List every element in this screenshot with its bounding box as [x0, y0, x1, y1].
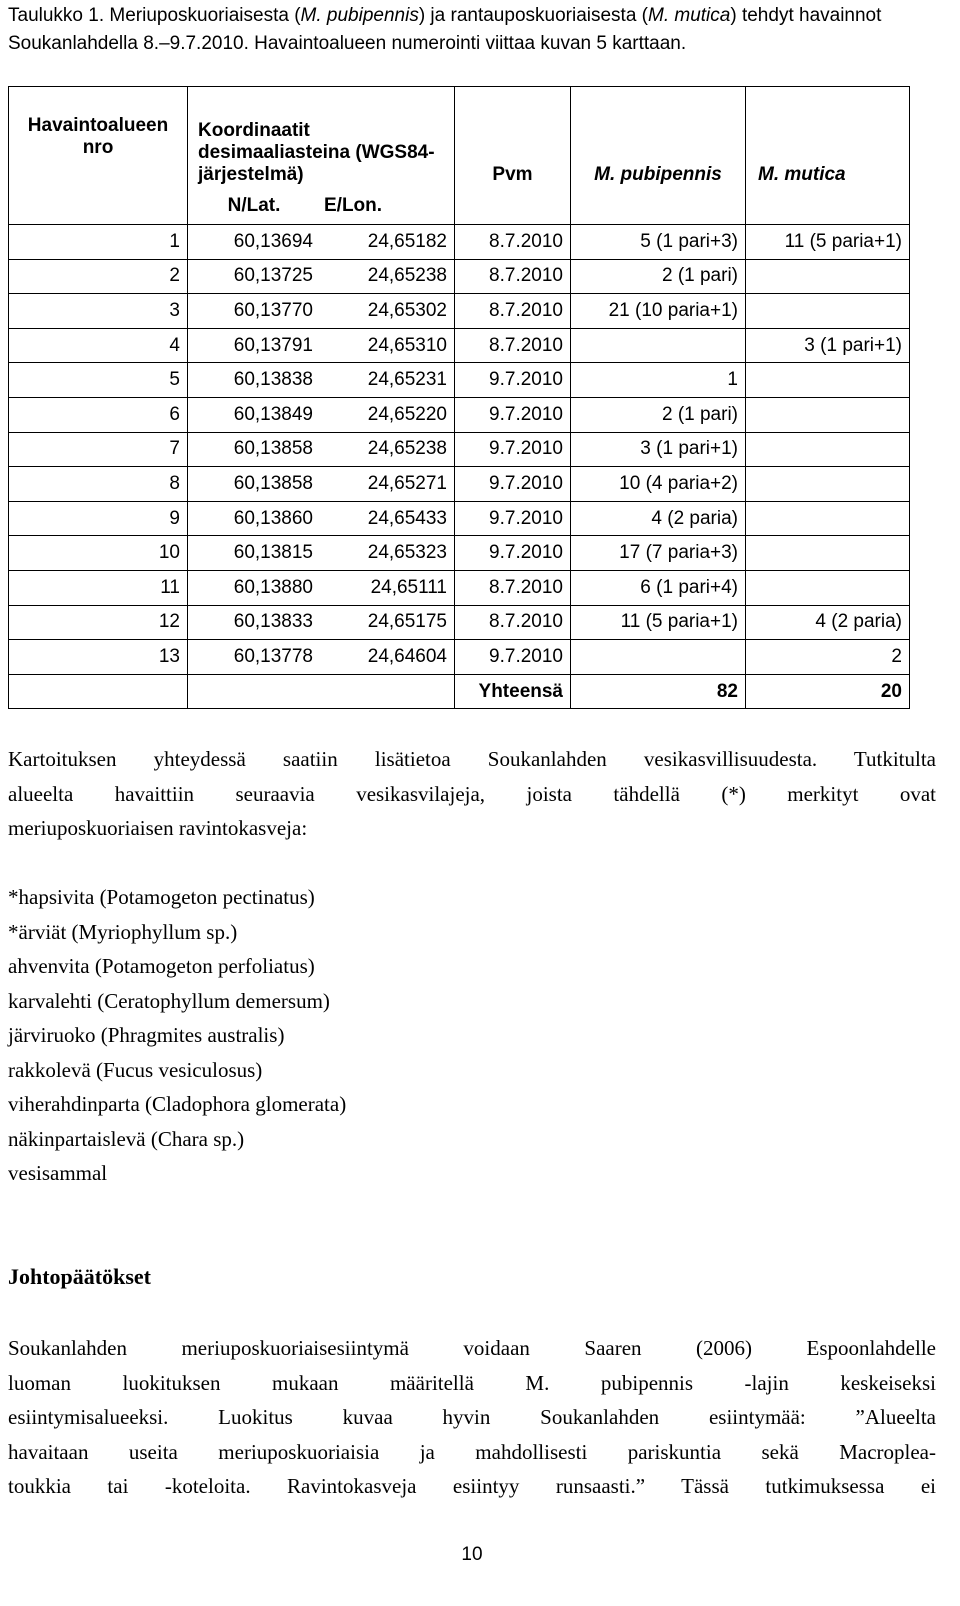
cell-date: 9.7.2010 [455, 501, 571, 536]
paragraph-intro [8, 742, 936, 846]
cell-area-number: 5 [9, 363, 188, 398]
paragraph-line: toukkia tai -koteloita. Ravintokasveja esiintyy runsaasti.” Tässä tutkimuksessa ei [8, 1474, 936, 1498]
cell-area-number: 4 [9, 328, 188, 363]
cell-lat: 60,13815 [188, 536, 321, 571]
cell-lon: 24,65238 [320, 432, 455, 467]
cell-pubipennis: 11 (5 paria+1) [571, 605, 746, 640]
cell-area-number: 1 [9, 225, 188, 260]
cell-mutica [746, 397, 910, 432]
cell-lat: 60,13694 [188, 225, 321, 260]
cell-pubipennis: 21 (10 paria+1) [571, 294, 746, 329]
caption-part-1: Taulukko 1. Meriuposkuoriaisesta ( [8, 5, 301, 26]
cell-area-number: 10 [9, 536, 188, 571]
cell-lon: 24,65220 [320, 397, 455, 432]
cell-mutica: 11 (5 paria+1) [746, 225, 910, 260]
cell-mutica [746, 432, 910, 467]
cell-lon: 24,65271 [320, 467, 455, 502]
cell-area-number: 11 [9, 570, 188, 605]
cell-pubipennis [571, 328, 746, 363]
cell-lat: 60,13725 [188, 259, 321, 294]
header-pubipennis: M. pubipennis [571, 87, 746, 189]
table-row [9, 397, 910, 432]
paragraph-line: luoman luokituksen mukaan määritellä M. pubipennis -lajin keskeiseksi [8, 1370, 936, 1395]
cell-pubipennis: 10 (4 paria+2) [571, 467, 746, 502]
paragraph-line: alueelta havaittiin seuraavia vesikasvilajeja, joista tähdellä (*) merkityt ovat [8, 781, 936, 806]
table-row [9, 501, 910, 536]
list-item: vesisammal [8, 1161, 108, 1185]
table-row [9, 259, 910, 294]
paragraph-conclusions [8, 1331, 936, 1504]
cell-date: 8.7.2010 [455, 259, 571, 294]
caption-species-2: M. mutica [648, 5, 731, 26]
cell-area-number: 12 [9, 605, 188, 640]
paragraph-line: Soukanlahden meriuposkuoriaisesiintymä voidaan Saaren (2006) Espoonlahdelle [8, 1336, 936, 1360]
header-row [9, 87, 910, 189]
cell-lon: 24,65182 [320, 225, 455, 260]
cell-area-number: 9 [9, 501, 188, 536]
total-label: Yhteensä [455, 674, 571, 709]
total-row [9, 674, 910, 709]
table-row [9, 536, 910, 571]
cell-lon: 24,65323 [320, 536, 455, 571]
cell-lat: 60,13858 [188, 432, 321, 467]
cell-lat: 60,13778 [188, 640, 321, 675]
caption-part-3: ) tehdyt havainnot Soukanlahdella 8.–9.7.2010. Havaintoalueen numerointi viittaa kuvan 5 karttaan. [8, 5, 882, 54]
paragraph-line: esiintymisalueeksi. Luokitus kuvaa hyvin Soukanlahden esiintymää: ”Alueelta [8, 1405, 936, 1429]
table-row [9, 294, 910, 329]
cell-lat: 60,13849 [188, 397, 321, 432]
cell-mutica [746, 570, 910, 605]
cell-date: 8.7.2010 [455, 605, 571, 640]
cell-date: 9.7.2010 [455, 536, 571, 571]
cell-pubipennis: 5 (1 pari+3) [571, 225, 746, 260]
cell-pubipennis: 1 [571, 363, 746, 398]
cell-area-number: 13 [9, 640, 188, 675]
cell-mutica [746, 259, 910, 294]
cell-area-number: 8 [9, 467, 188, 502]
cell-pubipennis: 2 (1 pari) [571, 259, 746, 294]
cell-lat: 60,13770 [188, 294, 321, 329]
cell-lat: 60,13833 [188, 605, 321, 640]
list-item: ahvenvita (Potamogeton perfoliatus) [8, 954, 315, 978]
list-item: järviruoko (Phragmites australis) [8, 1023, 285, 1047]
header-lat: N/Lat. [227, 195, 281, 216]
table-row [9, 328, 910, 363]
page-number: 10 [461, 1544, 483, 1565]
cell-pubipennis: 2 (1 pari) [571, 397, 746, 432]
cell-mutica: 4 (2 paria) [746, 605, 910, 640]
table-row [9, 570, 910, 605]
cell-lon: 24,65111 [320, 570, 455, 605]
cell-area-number: 7 [9, 432, 188, 467]
section-heading: Johtopäätökset [8, 1264, 152, 1289]
cell-lat: 60,13858 [188, 467, 321, 502]
cell-date: 9.7.2010 [455, 467, 571, 502]
cell-mutica [746, 501, 910, 536]
cell-area-number: 3 [9, 294, 188, 329]
cell-pubipennis: 17 (7 paria+3) [571, 536, 746, 571]
cell-date: 8.7.2010 [455, 225, 571, 260]
caption-part-2: ) ja rantauposkuoriaisesta ( [418, 5, 648, 26]
plant-list [8, 880, 936, 1191]
cell-lon: 24,64604 [320, 640, 455, 675]
cell-lon: 24,65231 [320, 363, 455, 398]
table-row [9, 640, 910, 675]
cell-date: 8.7.2010 [455, 570, 571, 605]
cell-mutica: 2 [746, 640, 910, 675]
header-coords: Koordinaatit desimaaliasteina (WGS84-järjestelmä) [188, 87, 455, 189]
cell-lat: 60,13838 [188, 363, 321, 398]
observation-table [8, 86, 910, 709]
cell-date: 9.7.2010 [455, 432, 571, 467]
table-row [9, 467, 910, 502]
header-lon: E/Lon. [324, 195, 383, 216]
cell-date: 9.7.2010 [455, 397, 571, 432]
subheader-row [9, 188, 910, 225]
header-mutica: M. mutica [746, 87, 910, 189]
cell-pubipennis: 4 (2 paria) [571, 501, 746, 536]
cell-pubipennis [571, 640, 746, 675]
cell-lat: 60,13860 [188, 501, 321, 536]
cell-lon: 24,65302 [320, 294, 455, 329]
total-mutica: 20 [746, 674, 910, 709]
cell-mutica: 3 (1 pari+1) [746, 328, 910, 363]
cell-mutica [746, 467, 910, 502]
list-item: viherahdinparta (Cladophora glomerata) [8, 1092, 347, 1116]
table-caption [8, 2, 952, 58]
list-item: karvalehti (Ceratophyllum demersum) [8, 988, 330, 1013]
table-row [9, 432, 910, 467]
list-item: *ärviät (Myriophyllum sp.) [8, 919, 238, 944]
total-pubipennis: 82 [571, 674, 746, 709]
header-date: Pvm [455, 87, 571, 189]
caption-species-1: M. pubipennis [300, 5, 419, 26]
list-item: rakkolevä (Fucus vesiculosus) [8, 1057, 263, 1082]
cell-area-number: 2 [9, 259, 188, 294]
cell-pubipennis: 3 (1 pari+1) [571, 432, 746, 467]
cell-date: 8.7.2010 [455, 328, 571, 363]
table-row [9, 363, 910, 398]
table-row [9, 605, 910, 640]
paragraph-line: Kartoituksen yhteydessä saatiin lisätietoa Soukanlahden vesikasvillisuudesta. Tutkitulta [8, 747, 936, 771]
paragraph-line: meriuposkuoriaisen ravintokasveja: [8, 816, 308, 840]
cell-lon: 24,65433 [320, 501, 455, 536]
cell-lat: 60,13791 [188, 328, 321, 363]
cell-date: 8.7.2010 [455, 294, 571, 329]
cell-mutica [746, 294, 910, 329]
cell-lon: 24,65310 [320, 328, 455, 363]
list-item: näkinpartaislevä (Chara sp.) [8, 1126, 245, 1151]
cell-mutica [746, 536, 910, 571]
cell-lat: 60,13880 [188, 570, 321, 605]
cell-mutica [746, 363, 910, 398]
cell-date: 9.7.2010 [455, 640, 571, 675]
list-item: *hapsivita (Potamogeton pectinatus) [8, 885, 315, 909]
cell-area-number: 6 [9, 397, 188, 432]
cell-lon: 24,65238 [320, 259, 455, 294]
paragraph-line: havaitaan useita meriuposkuoriaisia ja mahdollisesti pariskuntia sekä Macroplea- [8, 1439, 936, 1464]
header-area: Havaintoalueen nro [9, 87, 188, 189]
cell-pubipennis: 6 (1 pari+4) [571, 570, 746, 605]
cell-date: 9.7.2010 [455, 363, 571, 398]
cell-lon: 24,65175 [320, 605, 455, 640]
table-row [9, 225, 910, 260]
